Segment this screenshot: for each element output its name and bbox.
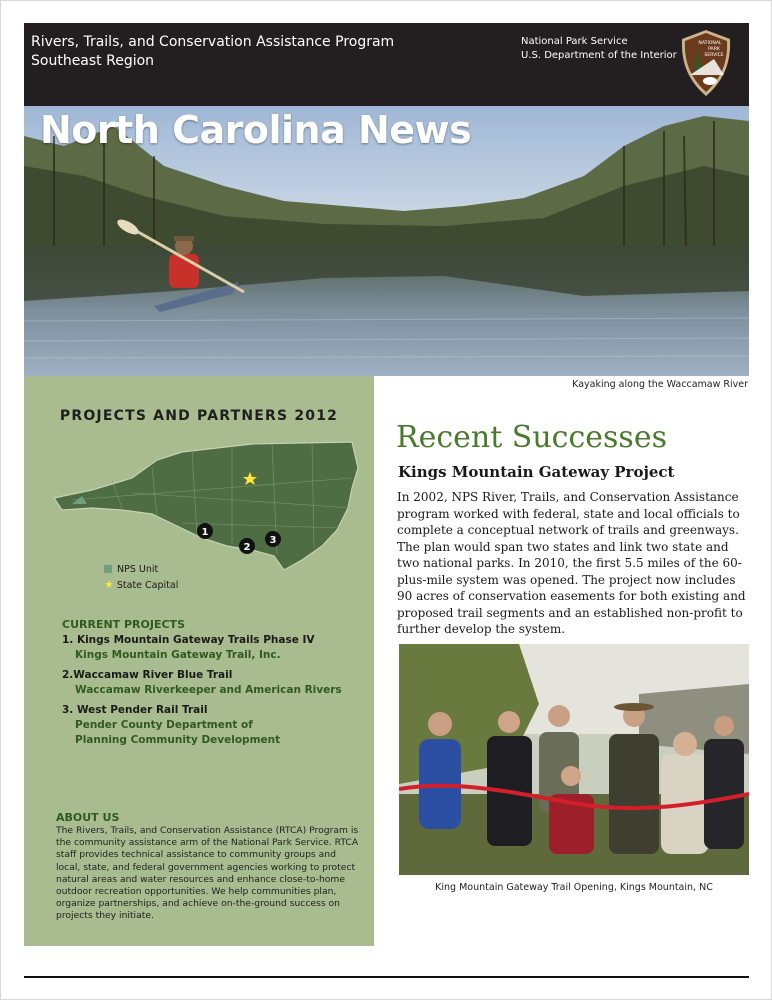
project-item <box>62 633 342 663</box>
map-marker-3 <box>265 531 281 547</box>
hero-photo <box>24 106 749 376</box>
agency-block <box>521 35 677 63</box>
story-title: Kings Mountain Gateway Project <box>398 463 675 481</box>
about-heading: ABOUT US <box>56 811 120 824</box>
map-marker-2 <box>239 538 255 554</box>
photo-caption: King Mountain Gateway Trail Opening, Kings Mountain, NC <box>435 882 713 893</box>
map-marker-1 <box>197 523 213 539</box>
legend-state-capital: ★ State Capital <box>104 578 179 591</box>
hero-caption: Kayaking along the Waccamaw River <box>572 379 748 390</box>
project-item <box>62 668 342 698</box>
projects-sidebar <box>24 376 374 946</box>
project-name: 3. West Pender Rail Trail <box>62 704 208 716</box>
story-body: In 2002, NPS River, Trails, and Conservation Assistance program worked with federal, state and local officials to complete a conceptual network of trails and greenways. The plan would span two states and link two state and two national parks. In 2010, the first 5.5 miles of the 60-plus-mile system was opened. The project now includes 90 acres of conservation easements for both existing and proposed trail segments and an established non-profit to further develop the system. <box>397 490 746 636</box>
program-name: Rivers, Trails, and Conservation Assistance Program <box>31 34 395 50</box>
badge-text-1: NATIONAL <box>698 41 722 46</box>
section-title: Recent Successes <box>396 420 667 455</box>
map-marker-label-3: 3 <box>269 535 277 546</box>
project-name: 1. Kings Mountain Gateway Trails Phase IV <box>62 634 315 646</box>
footer-rule <box>24 976 749 978</box>
project-partner: Waccamaw Riverkeeper and American Rivers <box>75 684 342 696</box>
header-bar <box>24 23 749 106</box>
star-icon: ★ <box>104 578 114 591</box>
newsletter-title: North Carolina News <box>40 108 472 152</box>
nc-map <box>52 438 362 573</box>
legend-nps-unit: NPS Unit <box>104 562 178 577</box>
project-name: 2.Waccamaw River Blue Trail <box>62 669 233 681</box>
agency-name: National Park Service <box>521 36 628 47</box>
department-name: U.S. Department of the Interior <box>521 50 677 61</box>
map-marker-label-2: 2 <box>243 542 251 553</box>
about-text: The Rivers, Trails, and Conservation Assistance (RTCA) Program is the community assistance arm of the National Park Service. RTCA staff provides technical assistance to community groups and local, state, and federal government agencies working to protect natural areas and water resources and enhance close-to-home outdoor recreation opportunities. We help communities plan, organize partnerships, and achieve on-the-ground success on projects they initiate. <box>56 825 359 922</box>
project-list <box>62 633 342 753</box>
ribbon-cutting-photo <box>399 644 749 875</box>
nps-unit-swatch-icon <box>104 565 112 573</box>
project-item <box>62 703 342 748</box>
project-partner: Pender County Department of Planning Community Development <box>75 719 281 746</box>
map-marker-label-1: 1 <box>201 527 209 538</box>
project-partner: Kings Mountain Gateway Trail, Inc. <box>75 649 281 661</box>
map-legend <box>104 562 178 593</box>
badge-text-2: PARK <box>708 47 720 52</box>
badge-text-3: SERVICE <box>704 53 724 58</box>
sidebar-title: PROJECTS AND PARTNERS 2012 <box>59 408 339 424</box>
current-projects-heading: CURRENT PROJECTS <box>62 618 185 631</box>
ribbon-cutting-illustration <box>399 644 749 875</box>
program-block <box>31 33 394 71</box>
region-name: Southeast Region <box>31 53 155 69</box>
nps-arrowhead-logo <box>680 29 732 97</box>
